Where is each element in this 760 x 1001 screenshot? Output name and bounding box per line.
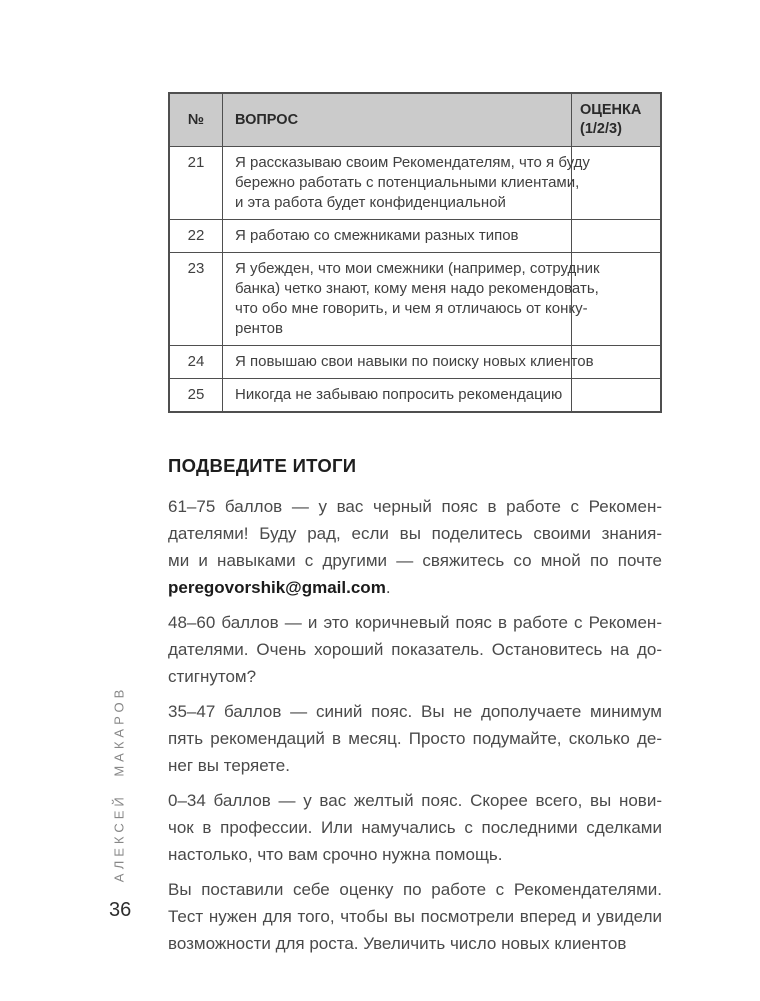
text-line: 0–34 баллов — у вас желтый пояс. Скорее всего, вы нови- [168, 791, 662, 810]
text-line: дателями. Очень хороший показатель. Остановитесь на до- [168, 640, 662, 659]
text-line: что обо мне говорить, и чем я отличаюсь от конку- [235, 300, 588, 317]
table-row [169, 147, 661, 220]
header-cell-number: № [169, 93, 223, 147]
text-line: Я рассказываю своим Рекомендателям, что я буду [235, 154, 590, 171]
text-line: 48–60 баллов — и это коричневый пояс в работе с Рекомен- [168, 613, 662, 632]
text-line: Я работаю со смежниками разных типов [235, 227, 519, 244]
text-line: пять рекомендаций в месяц. Просто подумайте, сколько де- [168, 729, 662, 748]
score-cell [572, 220, 662, 253]
header-score-line2: (1/2/3) [580, 121, 622, 137]
paragraph [168, 698, 662, 779]
question-cell [223, 346, 594, 379]
text-line: стигнутом? [168, 667, 257, 686]
header-cell-question: ВОПРОС [223, 93, 572, 147]
text-line: настолько, что вам срочно нужна помощь. [168, 845, 503, 864]
question-number-cell: 25 [169, 379, 223, 413]
table-row [169, 346, 661, 379]
text-line: банка) четко знают, кому меня надо рекомендовать, [235, 280, 599, 297]
bold-text: peregovorshik@gmail.com [168, 578, 386, 597]
question-number-cell: 22 [169, 220, 223, 253]
text-line: ми и навыками с другими — свяжитесь со мной по почте [168, 551, 662, 570]
table-row [169, 379, 661, 413]
question-number-cell: 24 [169, 346, 223, 379]
table-row [169, 220, 661, 253]
question-cell [223, 220, 572, 253]
body-paragraphs [168, 493, 662, 957]
text-line: дателями! Буду рад, если вы поделитесь своими знания- [168, 524, 662, 543]
text-line: рентов [235, 320, 283, 337]
question-cell [223, 147, 590, 220]
question-cell [223, 379, 572, 413]
text-line: 35–47 баллов — синий пояс. Вы не дополучаете минимум [168, 702, 662, 721]
text-line: Я повышаю свои навыки по поиску новых клиентов [235, 353, 594, 370]
text-line: чок в профессии. Или намучались с последними сделками [168, 818, 662, 837]
text-line: Тест нужен для того, чтобы вы посмотрели вперед и увидели [168, 907, 662, 926]
text-line: возможности для роста. Увеличить число новых клиентов [168, 934, 627, 953]
text-line: Вы поставили себе оценку по работе с Рекомендателями. [168, 880, 662, 899]
table-header-row [169, 93, 661, 147]
text-line: и эта работа будет конфиденциальной [235, 194, 506, 211]
question-number-cell: 23 [169, 253, 223, 346]
paragraph [168, 493, 662, 601]
text-line: 61–75 баллов — у вас черный пояс в работе с Рекомен- [168, 497, 662, 516]
table-row [169, 253, 661, 346]
page-content [168, 92, 662, 965]
header-cell-score [572, 93, 662, 147]
text-line: нег вы теряете. [168, 756, 290, 775]
paragraph [168, 876, 662, 957]
text-line: Я убежден, что мои смежники (например, сотрудник [235, 260, 600, 277]
questions-table [168, 92, 662, 413]
paragraph [168, 609, 662, 690]
text-line: peregovorshik@gmail.com. [168, 578, 391, 597]
header-score-line1: ОЦЕНКА [580, 102, 642, 118]
paragraph [168, 787, 662, 868]
score-cell [572, 379, 662, 413]
page-number: 36 [109, 899, 132, 921]
author-vertical-text: АЛЕКСЕЙ МАКАРОВ [111, 685, 127, 883]
text-line: Никогда не забываю попросить рекомендацию [235, 386, 563, 403]
question-cell [223, 253, 600, 346]
text-line: бережно работать с потенциальными клиентами, [235, 174, 580, 191]
question-number-cell: 21 [169, 147, 223, 220]
section-heading: ПОДВЕДИТЕ ИТОГИ [168, 455, 357, 476]
